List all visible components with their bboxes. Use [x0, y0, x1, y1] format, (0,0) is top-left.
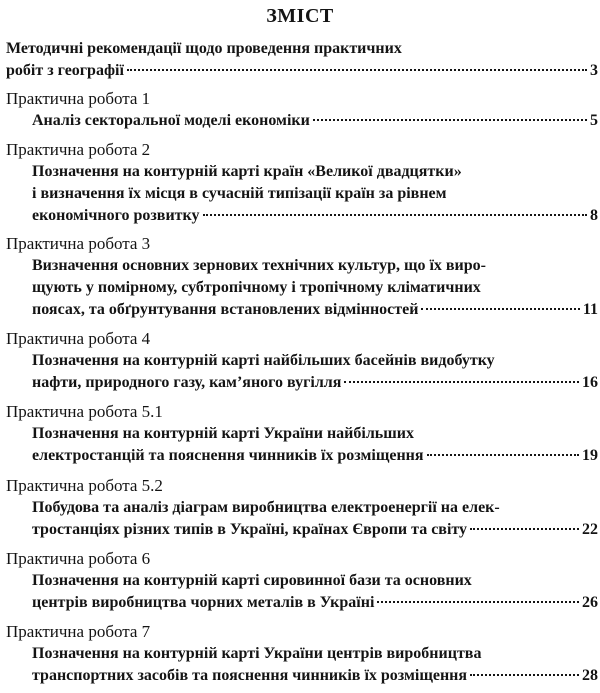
page-number: 11	[582, 301, 598, 318]
entry-last-line	[32, 665, 598, 687]
dot-leader	[421, 308, 579, 310]
entry-line: Позначення на контурній карті країн «Великої двадцятки»	[32, 163, 462, 180]
entry-body	[32, 570, 598, 614]
entry-line: електростанцій та пояснення чинників їх розміщення	[32, 447, 424, 464]
dot-leader	[127, 69, 587, 71]
entry-last-line	[32, 372, 598, 394]
entry-body	[32, 423, 598, 467]
page-title: ЗМІСТ	[266, 5, 334, 27]
entry-line: центрів виробництва чорних металів в Україні	[32, 594, 375, 611]
work-heading: Практична робота 3	[6, 234, 151, 253]
entry-last-line	[6, 60, 598, 82]
entry-line: поясах, та обґрунтування встановлених відмінностей	[32, 301, 419, 318]
entry-last-line	[32, 110, 598, 132]
entry-body	[32, 161, 598, 227]
entry-line: транспортних засобів та пояснення чинників їх розміщення	[32, 667, 468, 684]
work-heading: Практична робота 2	[6, 140, 151, 159]
page-number: 16	[582, 374, 598, 391]
page-number: 22	[582, 521, 598, 538]
entry-line: Визначення основних зернових технічних культур, що їх виро-	[32, 257, 486, 274]
work-heading: Практична робота 6	[6, 549, 151, 568]
page-number: 28	[582, 667, 598, 684]
entry-line: Методичні рекомендації щодо проведення практичних	[6, 40, 402, 57]
entry-line: нафти, природного газу, кам’яного вугілля	[32, 374, 342, 391]
dot-leader	[470, 528, 579, 530]
entry-body	[32, 350, 598, 394]
dot-leader	[470, 674, 579, 676]
entry-body	[6, 38, 598, 82]
entry-body	[32, 255, 598, 321]
work-heading: Практична робота 5.2	[6, 476, 163, 495]
page-number: 5	[590, 112, 598, 129]
entry-last-line	[32, 519, 598, 541]
page-number: 3	[590, 62, 598, 79]
entry-line: Позначення на контурній карті України центрів виробництва	[32, 645, 482, 662]
entry-line: щують у помірному, субтропічному і тропічному кліматичних	[32, 279, 481, 296]
entry-line: Побудова та аналіз діаграм виробництва електроенергії на елек-	[32, 499, 500, 516]
entry-line: Позначення на контурній карті найбільших басейнів видобутку	[32, 352, 495, 369]
dot-leader	[427, 454, 579, 456]
work-heading: Практична робота 1	[6, 89, 151, 108]
dot-leader	[203, 214, 587, 216]
page-number: 19	[582, 447, 598, 464]
entry-line: Позначення на контурній карті сировинної бази та основних	[32, 572, 472, 589]
entry-line: тростанціях різних типів в Україні, країнах Європи та світу	[32, 521, 468, 538]
entry-body	[32, 497, 598, 541]
work-heading: Практична робота 7	[6, 622, 151, 641]
entry-last-line	[32, 205, 598, 227]
entry-last-line	[32, 299, 598, 321]
entry-last-line	[32, 592, 598, 614]
entry-last-line	[32, 445, 598, 467]
entry-line: і визначення їх місця в сучасній типізації країн за рівнем	[32, 185, 447, 202]
work-heading: Практична робота 5.1	[6, 402, 163, 421]
entry-body	[32, 643, 598, 687]
page-number: 8	[590, 207, 598, 224]
entry-line: робіт з географії	[6, 62, 124, 79]
entry-body	[32, 110, 598, 132]
entry-line: Позначення на контурній карті України найбільших	[32, 425, 414, 442]
dot-leader	[377, 601, 579, 603]
dot-leader	[313, 119, 587, 121]
work-heading: Практична робота 4	[6, 329, 151, 348]
dot-leader	[344, 381, 579, 383]
entry-line: економічного розвитку	[32, 207, 200, 224]
entry-line: Аналіз секторальної моделі економіки	[32, 112, 310, 129]
page-number: 26	[582, 594, 598, 611]
